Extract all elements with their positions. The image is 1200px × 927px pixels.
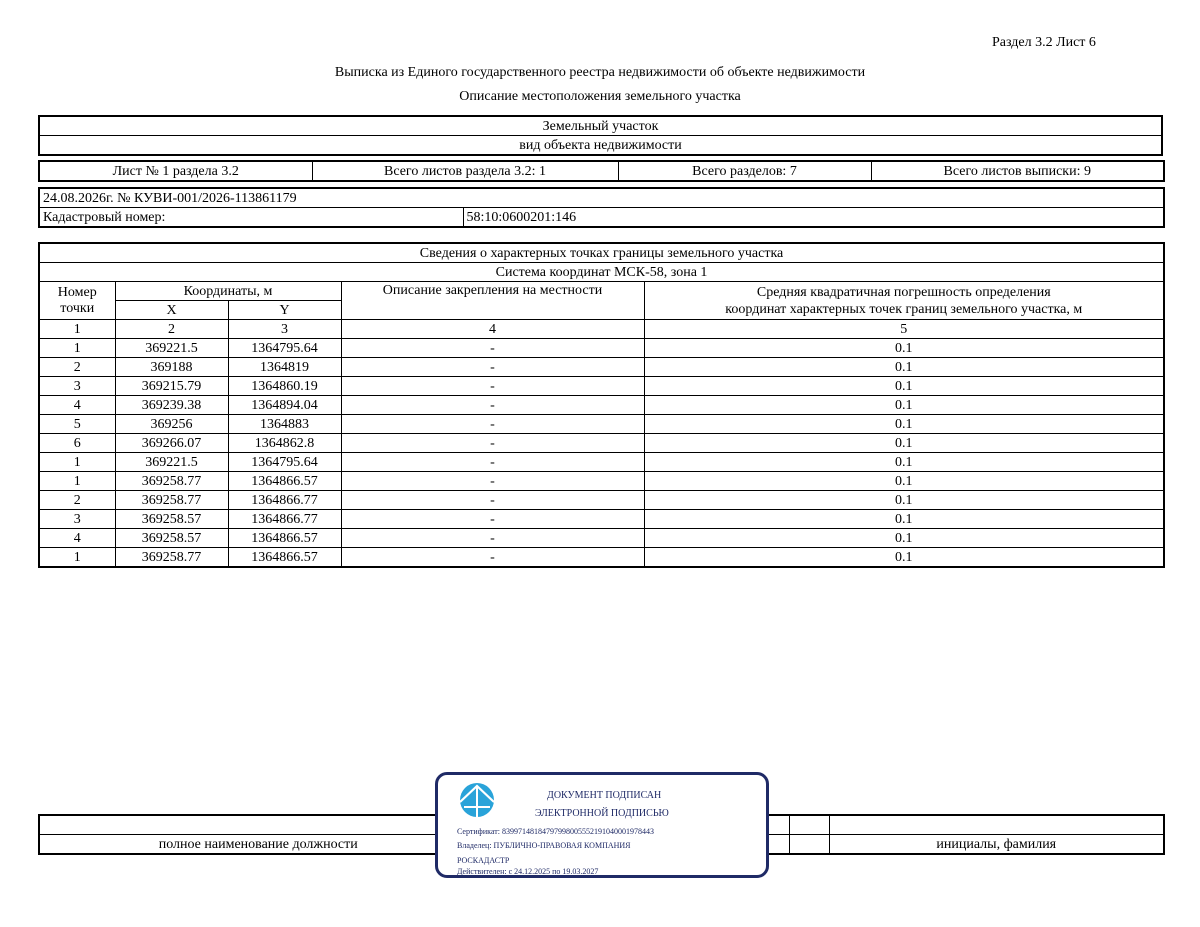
- total-sheets-extract: Всего листов выписки: 9: [871, 161, 1164, 181]
- point-x: 369258.77: [115, 491, 228, 510]
- point-number: 1: [39, 339, 115, 358]
- point-description: -: [341, 491, 644, 510]
- document-subtitle: Описание местоположения земельного участка: [459, 89, 741, 104]
- point-x: 369239.38: [115, 396, 228, 415]
- col-index: 5: [644, 320, 1164, 339]
- point-x: 369215.79: [115, 377, 228, 396]
- point-number: 3: [39, 377, 115, 396]
- position-caption: полное наименование должности: [39, 835, 477, 855]
- table-row: [39, 453, 1164, 472]
- table-row: [39, 396, 1164, 415]
- table-row: [39, 510, 1164, 529]
- col-x-header: X: [115, 301, 228, 320]
- point-error: 0.1: [644, 358, 1164, 377]
- table-row: [39, 472, 1164, 491]
- point-x: 369258.57: [115, 510, 228, 529]
- sheets-table: [38, 160, 1165, 182]
- stamp-certificate: Сертификат: 8399714818479799800555219104000197844З: [457, 827, 654, 836]
- point-error: 0.1: [644, 453, 1164, 472]
- object-type-caption: вид объекта недвижимости: [39, 136, 1162, 156]
- point-error: 0.1: [644, 415, 1164, 434]
- point-number: 6: [39, 434, 115, 453]
- table-row: [39, 358, 1164, 377]
- signature-position-blank: [39, 815, 477, 835]
- point-description: -: [341, 434, 644, 453]
- table-row: [39, 491, 1164, 510]
- roskadastr-logo-icon: [458, 781, 496, 819]
- point-number: 3: [39, 510, 115, 529]
- point-description: -: [341, 358, 644, 377]
- point-number: 2: [39, 491, 115, 510]
- section-sheet-label: Раздел 3.2 Лист 6: [992, 35, 1096, 50]
- table-row: [39, 377, 1164, 396]
- table-row: [39, 548, 1164, 568]
- point-y: 1364894.04: [228, 396, 341, 415]
- col-index: 2: [115, 320, 228, 339]
- point-y: 1364866.57: [228, 472, 341, 491]
- stamp-owner-2: РОСКАДАСТР: [457, 856, 510, 865]
- object-type: Земельный участок: [39, 116, 1162, 136]
- table-row: [39, 415, 1164, 434]
- point-x: 369256: [115, 415, 228, 434]
- col-number-line1: Номер: [57, 284, 97, 300]
- stamp-valid: Действителен: с 24.12.2025 по 19.03.2027: [457, 867, 599, 876]
- point-number: 1: [39, 472, 115, 491]
- point-error: 0.1: [644, 472, 1164, 491]
- col-index: 1: [39, 320, 115, 339]
- point-description: -: [341, 377, 644, 396]
- signature-gap: [789, 815, 829, 835]
- signature-name-blank: [829, 815, 1164, 835]
- table-row: [39, 529, 1164, 548]
- point-error: 0.1: [644, 510, 1164, 529]
- date-number: 24.08.2026г. № КУВИ-001/2026-113861179: [39, 188, 1164, 208]
- stamp-line1: ДОКУМЕНТ ПОДПИСАН: [547, 790, 662, 801]
- total-sheets-section: Всего листов раздела 3.2: 1: [312, 161, 618, 181]
- point-x: 369221.5: [115, 453, 228, 472]
- point-x: 369221.5: [115, 339, 228, 358]
- point-error: 0.1: [644, 491, 1164, 510]
- point-description: -: [341, 396, 644, 415]
- point-error: 0.1: [644, 434, 1164, 453]
- points-body: [39, 339, 1164, 568]
- point-description: -: [341, 415, 644, 434]
- point-number: 4: [39, 396, 115, 415]
- col-error-line2: координат характерных точек границ земельного участка, м: [725, 301, 1083, 317]
- point-x: 369188: [115, 358, 228, 377]
- table-row: [39, 434, 1164, 453]
- stamp-owner: Владелец: ПУБЛИЧНО-ПРАВОВАЯ КОМПАНИЯ: [457, 841, 631, 850]
- point-error: 0.1: [644, 339, 1164, 358]
- point-y: 1364866.57: [228, 548, 341, 568]
- point-y: 1364860.19: [228, 377, 341, 396]
- col-error-line1: Средняя квадратичная погрешность определения: [756, 284, 1051, 300]
- col-number-line2: точки: [60, 300, 95, 316]
- point-description: -: [341, 339, 644, 358]
- point-description: -: [341, 548, 644, 568]
- total-sections: Всего разделов: 7: [618, 161, 871, 181]
- point-number: 1: [39, 548, 115, 568]
- col-desc-header: Описание закрепления на местности: [341, 282, 644, 320]
- table-row: [39, 339, 1164, 358]
- point-description: -: [341, 453, 644, 472]
- col-index: 3: [228, 320, 341, 339]
- electronic-signature-stamp: [435, 772, 769, 878]
- name-caption: инициалы, фамилия: [829, 835, 1164, 855]
- point-description: -: [341, 510, 644, 529]
- cadastral-label: Кадастровый номер:: [39, 208, 463, 228]
- point-x: 369258.77: [115, 548, 228, 568]
- point-error: 0.1: [644, 548, 1164, 568]
- point-description: -: [341, 472, 644, 491]
- point-number: 1: [39, 453, 115, 472]
- point-y: 1364866.57: [228, 529, 341, 548]
- document-title: Выписка из Единого государственного реестра недвижимости об объекте недвижимости: [334, 65, 866, 80]
- points-table-title: Сведения о характерных точках границы земельного участка: [39, 243, 1164, 263]
- point-y: 1364819: [228, 358, 341, 377]
- point-number: 2: [39, 358, 115, 377]
- point-x: 369258.77: [115, 472, 228, 491]
- signature-gap-2: [789, 835, 829, 855]
- col-y-header: Y: [228, 301, 341, 320]
- cadastral-value: 58:10:0600201:146: [463, 208, 1164, 228]
- info-table: [38, 187, 1165, 228]
- point-y: 1364866.77: [228, 510, 341, 529]
- object-type-table: [38, 115, 1163, 156]
- point-y: 1364795.64: [228, 339, 341, 358]
- point-error: 0.1: [644, 396, 1164, 415]
- point-x: 369258.57: [115, 529, 228, 548]
- point-number: 4: [39, 529, 115, 548]
- point-number: 5: [39, 415, 115, 434]
- sheet-number: Лист № 1 раздела 3.2: [39, 161, 312, 181]
- point-description: -: [341, 529, 644, 548]
- point-error: 0.1: [644, 529, 1164, 548]
- col-coords-header: Координаты, м: [115, 282, 341, 301]
- point-y: 1364883: [228, 415, 341, 434]
- points-table: [38, 242, 1165, 568]
- point-error: 0.1: [644, 377, 1164, 396]
- col-index: 4: [341, 320, 644, 339]
- col-error-header: [644, 282, 1164, 320]
- coordinate-system: Система координат МСК-58, зона 1: [39, 263, 1164, 282]
- point-y: 1364795.64: [228, 453, 341, 472]
- point-y: 1364866.77: [228, 491, 341, 510]
- point-x: 369266.07: [115, 434, 228, 453]
- col-number-header: [39, 282, 115, 320]
- point-y: 1364862.8: [228, 434, 341, 453]
- stamp-line2: ЭЛЕКТРОННОЙ ПОДПИСЬЮ: [535, 808, 669, 819]
